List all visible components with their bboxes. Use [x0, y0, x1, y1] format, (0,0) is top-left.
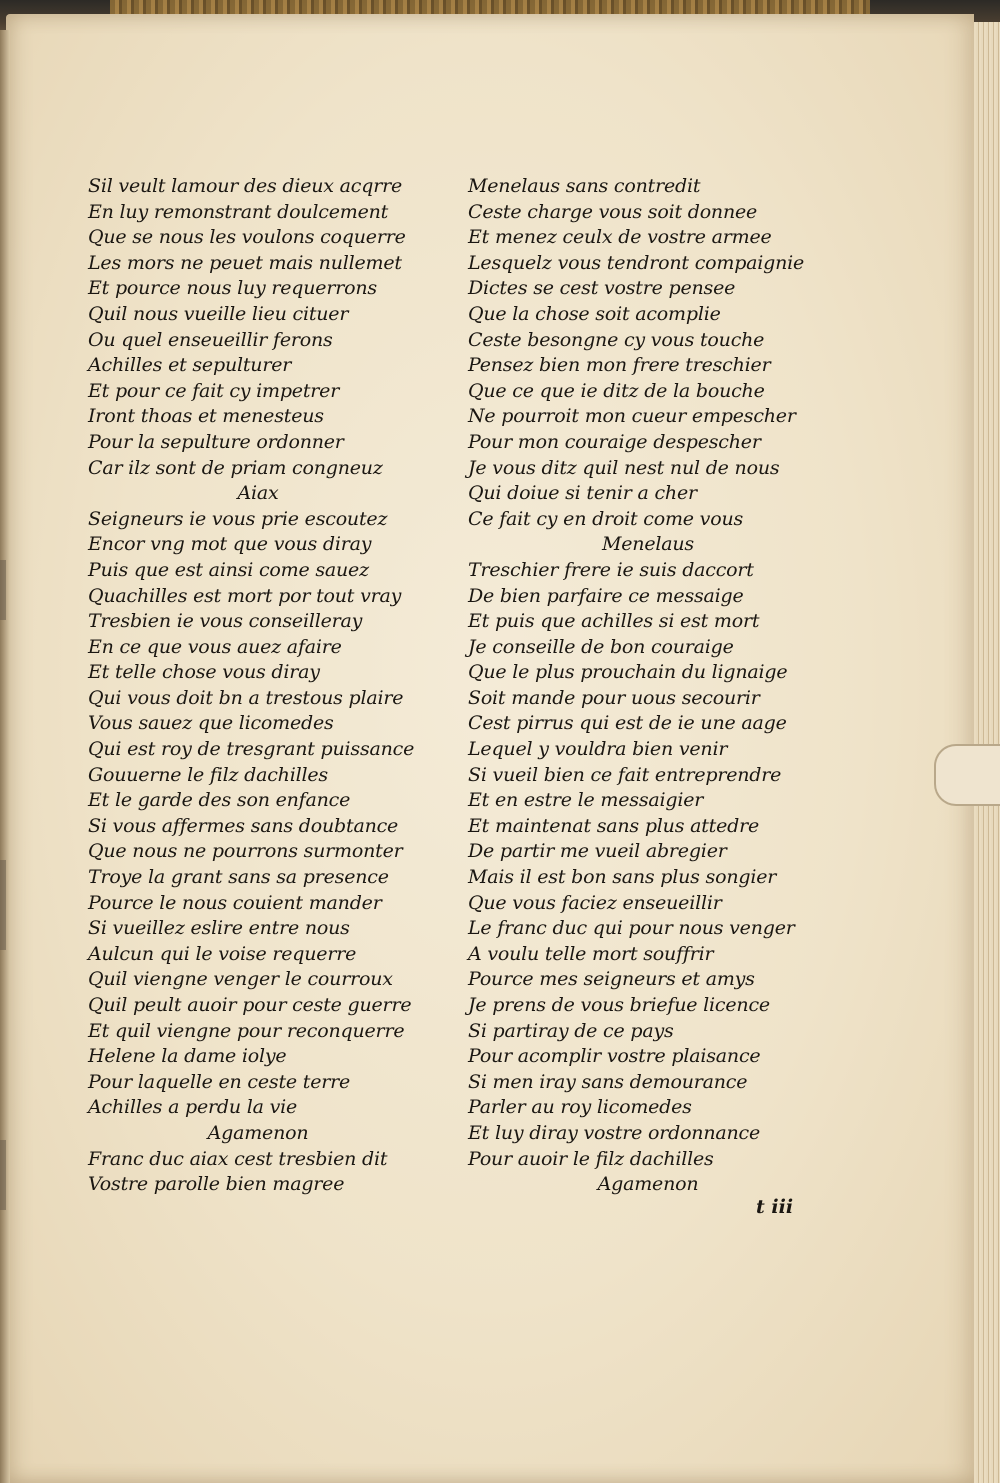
margin-notation — [0, 560, 6, 620]
verse-line: Pour laquelle en ceste terre — [88, 1070, 351, 1093]
verse-line: Mais il est bon sans plus songier — [468, 866, 777, 889]
left-text-column — [88, 174, 468, 1198]
verse-line: Achilles a perdu la vie — [88, 1096, 298, 1119]
verse-line: Ceste besongne cy vous touche — [468, 328, 765, 351]
verse-line: Pensez bien mon frere treschier — [468, 354, 771, 377]
verse-line: Dictes se cest vostre pensee — [468, 277, 736, 300]
verse-line: Franc duc aiax cest tresbien dit — [88, 1147, 388, 1170]
verse-line: Achilles et sepulturer — [88, 354, 292, 377]
verse-line: Quachilles est mort por tout vray — [88, 584, 402, 607]
verse-line: Si vueillez eslire entre nous — [88, 917, 350, 940]
verse-line: Vostre parolle bien magree — [88, 1173, 345, 1196]
speaker-heading: Agamenon — [597, 1173, 699, 1196]
verse-line: Le franc duc qui pour nous venger — [468, 917, 795, 940]
verse-line: Ce fait cy en droit come vous — [468, 507, 744, 530]
speaker-heading: Menelaus — [602, 533, 694, 556]
verse-line: Car ilz sont de priam congneuz — [88, 456, 383, 479]
verse-line: Quil nous vueille lieu cituer — [88, 302, 349, 325]
verse-line: Pour auoir le filz dachilles — [468, 1147, 714, 1170]
verse-line: Lequel y vouldra bien venir — [468, 738, 728, 761]
verse-line: En ce que vous auez afaire — [88, 635, 342, 658]
verse-line: Parler au roy licomedes — [468, 1096, 692, 1119]
verse-line: Et menez ceulx de vostre armee — [468, 226, 772, 249]
verse-line: Quil peult auoir pour ceste guerre — [88, 994, 412, 1016]
page-tab-marker — [934, 744, 1000, 806]
verse-line: Si vueil bien ce fait entreprendre — [468, 763, 782, 786]
verse-line: Cest pirrus qui est de ie une aage — [468, 712, 787, 735]
verse-line: Ou quel enseueillir ferons — [88, 328, 333, 351]
verse-line: Aulcun qui le voise requerre — [88, 942, 357, 965]
verse-line: Et en estre le messaigier — [468, 789, 704, 812]
page-gutter — [0, 30, 10, 1483]
verse-line: Que nous ne pourrons surmonter — [88, 840, 403, 863]
verse-line: Je conseille de bon couraige — [468, 635, 734, 658]
verse-line: De partir me vueil abregier — [468, 840, 727, 863]
right-text-column — [468, 174, 838, 1198]
verse-line: Pour la sepulture ordonner — [88, 430, 344, 453]
verse-line: Si men iray sans demourance — [468, 1070, 748, 1093]
verse-line: Pource le nous couient mander — [88, 891, 382, 914]
verse-line: Je vous ditz quil nest nul de nous — [468, 456, 780, 479]
verse-line: Pour acomplir vostre plaisance — [468, 1045, 761, 1068]
verse-line: Si vous affermes sans doubtance — [88, 814, 399, 837]
verse-line: Helene la dame iolye — [88, 1045, 287, 1068]
verse-line: Troye la grant sans sa presence — [88, 866, 389, 889]
margin-notation — [0, 1140, 6, 1210]
verse-line: De bien parfaire ce messaige — [468, 584, 744, 607]
verse-line: Treschier frere ie suis daccort — [468, 558, 754, 581]
verse-line: Pour mon couraige despescher — [468, 430, 761, 453]
verse-line: Que le plus prouchain du lignaige — [468, 661, 788, 684]
verse-line: Quil viengne venger le courroux — [88, 968, 393, 991]
speaker-heading: Aiax — [237, 482, 279, 505]
verse-line: Seigneurs ie vous prie escoutez — [88, 507, 388, 530]
verse-line: Et puis que achilles si est mort — [468, 610, 760, 633]
verse-line: Encor vng mot que vous diray — [88, 533, 372, 556]
verse-line: Que vous faciez enseueillir — [468, 891, 722, 914]
verse-line: Lesquelz vous tendront compaignie — [468, 251, 805, 274]
verse-line: Et quil viengne pour reconquerre — [88, 1019, 405, 1042]
verse-line: Que ce que ie ditz de la bouche — [468, 379, 765, 402]
verse-line: Je prens de vous briefue licence — [468, 994, 770, 1016]
verse-line: Et luy diray vostre ordonnance — [468, 1121, 761, 1144]
verse-line: Que se nous les voulons coquerre — [88, 226, 406, 249]
verse-line: Iront thoas et menesteus — [88, 405, 324, 428]
verse-line: Puis que est ainsi come sauez — [88, 558, 369, 581]
verse-line: Vous sauez que licomedes — [88, 712, 334, 735]
verse-line: Ceste charge vous soit donnee — [468, 200, 758, 223]
verse-line: Si partiray de ce pays — [468, 1019, 674, 1042]
verse-line: Ne pourroit mon cueur empescher — [468, 405, 796, 428]
verse-line: Et le garde des son enfance — [88, 789, 351, 812]
verse-line: A voulu telle mort souffrir — [468, 942, 714, 965]
verse-line: Tresbien ie vous conseilleray — [88, 610, 363, 633]
verse-line: Qui doiue si tenir a cher — [468, 482, 697, 505]
verse-line: En luy remonstrant doulcement — [88, 200, 389, 223]
verse-line: Soit mande pour uous secourir — [468, 686, 760, 709]
verse-line: Les mors ne peuet mais nullemet — [88, 251, 402, 274]
verse-line: Et pource nous luy requerrons — [88, 277, 377, 300]
verse-line: Et maintenat sans plus attedre — [468, 814, 760, 837]
verse-line: Qui est roy de tresgrant puissance — [88, 738, 415, 761]
verse-line: Pource mes seigneurs et amys — [468, 968, 755, 991]
verse-line: Et pour ce fait cy impetrer — [88, 379, 340, 402]
verse-line: Qui vous doit bn a trestous plaire — [88, 686, 404, 709]
verse-line: Gouuerne le filz dachilles — [88, 763, 328, 786]
verse-line: Menelaus sans contredit — [468, 175, 701, 197]
margin-notation — [0, 860, 6, 950]
speaker-heading: Agamenon — [207, 1121, 309, 1144]
verse-line: Sil veult lamour des dieux acqrre — [88, 175, 403, 197]
signature-mark: t iii — [756, 1196, 794, 1218]
verse-line: Et telle chose vous diray — [88, 661, 320, 684]
verse-line: Que la chose soit acomplie — [468, 302, 721, 325]
